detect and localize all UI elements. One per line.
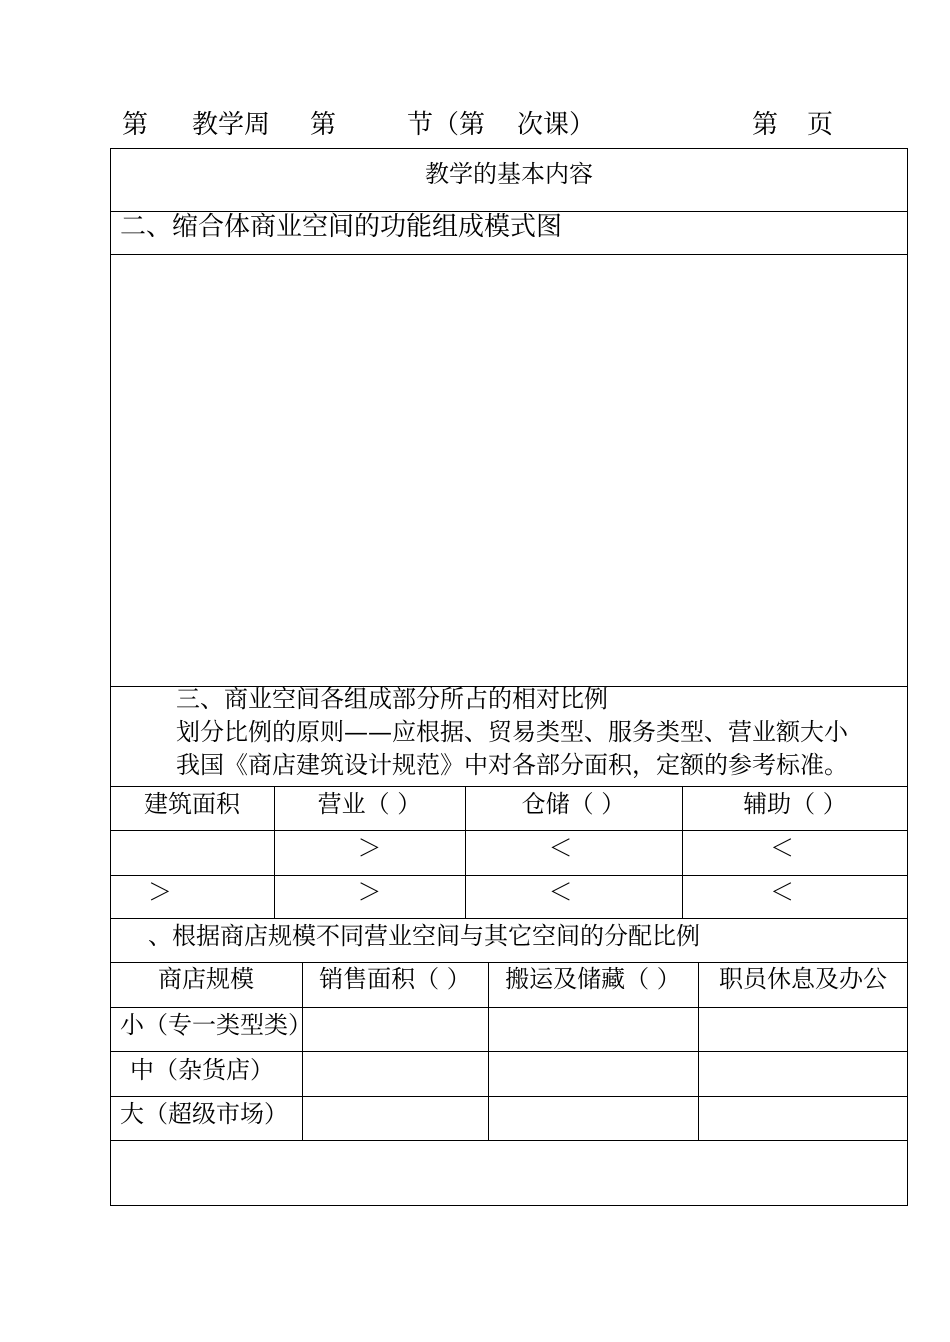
- row-divider: [110, 1096, 908, 1097]
- ratio-cell: ＞: [148, 878, 172, 906]
- diagram-area: [111, 255, 907, 685]
- row-divider: [110, 918, 908, 919]
- ratio-header-area: 建筑面积: [144, 790, 240, 818]
- header-section-label: 节（第: [407, 110, 486, 140]
- ratio-cell: ＞: [357, 834, 382, 862]
- notes-area: [111, 1141, 907, 1205]
- alloc-title: 、根据商店规模不同营业空间与其它空间的分配比例: [148, 922, 700, 950]
- alloc-header-sales: 销售面积（ ）: [319, 965, 471, 993]
- ratio-cell: ＜: [548, 834, 573, 862]
- row-divider: [110, 786, 908, 787]
- row-divider: [110, 1007, 908, 1008]
- row-divider: [110, 875, 908, 876]
- alloc-header-staff: 职员休息及办公: [719, 965, 887, 993]
- table-title: 教学的基本内容: [425, 160, 593, 188]
- alloc-row-label: 大（超级市场）: [120, 1100, 288, 1128]
- row-divider: [110, 1051, 908, 1052]
- header-week-prefix: 第: [122, 110, 149, 140]
- alloc-header-scale: 商店规模: [158, 965, 254, 993]
- header-page-label: 页: [807, 110, 834, 140]
- alloc-header-storage: 搬运及储藏（ ）: [505, 965, 681, 993]
- ratio-header-auxiliary: 辅助（ ）: [743, 790, 847, 818]
- row-divider: [110, 830, 908, 831]
- alloc-row-label: 中（杂货店）: [130, 1056, 274, 1084]
- header-page-prefix: 第: [752, 110, 779, 140]
- ratio-cell: ＜: [770, 834, 794, 862]
- section3-line2: 划分比例的原则——应根据、贸易类型、服务类型、营业额大小: [176, 718, 848, 746]
- ratio-header-business: 营业（ ）: [317, 790, 422, 818]
- row-divider: [110, 962, 908, 963]
- section3-line1: 三、商业空间各组成部分所占的相对比例: [176, 685, 608, 713]
- ratio-header-storage: 仓储（ ）: [521, 790, 626, 818]
- header-section-prefix: 第: [310, 110, 337, 140]
- ratio-cell: ＞: [357, 878, 382, 906]
- ratio-cell: ＜: [770, 878, 794, 906]
- header-lesson-label: 次课）: [517, 110, 596, 140]
- ratio-cell: ＜: [548, 878, 573, 906]
- section2-title: 二、缩合体商业空间的功能组成模式图: [120, 212, 563, 242]
- header-week-label: 教学周: [192, 110, 271, 140]
- alloc-row-label: 小（专一类型类）: [120, 1011, 312, 1039]
- section3-line3: 我国《商店建筑设计规范》中对各部分面积，定额的参考标准。: [176, 751, 848, 779]
